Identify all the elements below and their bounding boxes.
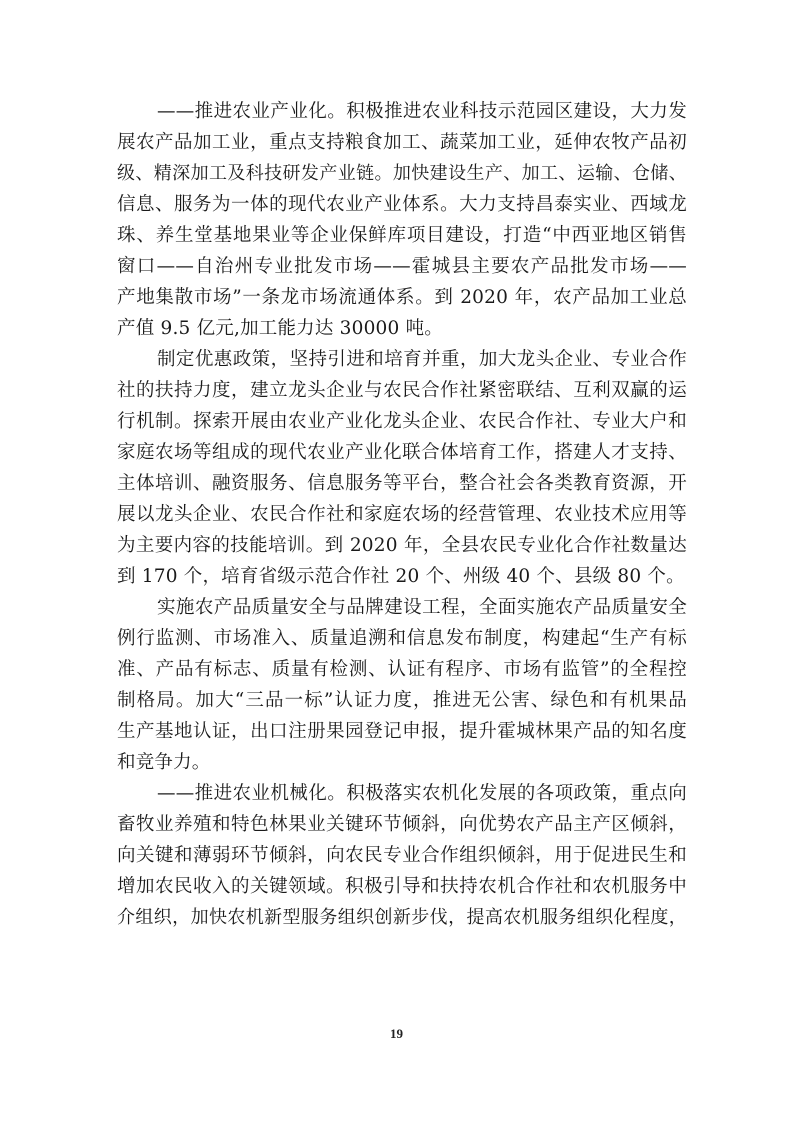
paragraph-agri-mechanization	[117, 778, 687, 933]
text-line: 级、精深加工及科技研发产业链。加快建设生产、加工、运输、仓储、	[117, 163, 687, 184]
text-line: ——推进农业机械化。积极落实农机化发展的各项政策，重点向	[157, 783, 687, 804]
text-line: 产值 9.5 亿元,加工能力达 30000 吨。	[117, 318, 443, 339]
text-line: 介组织，加快农机新型服务组织创新步伐，提高农机服务组织化程度，	[117, 907, 687, 928]
text-line: 展以龙头企业、农民合作社和家庭农场的经营管理、农业技术应用等	[117, 504, 687, 525]
text-line: 产地集散市场”一条龙市场流通体系。到 2020 年，农产品加工业总	[117, 287, 687, 308]
text-line: 实施农产品质量安全与品牌建设工程，全面实施农产品质量安全	[157, 597, 687, 618]
paragraph-quality-safety	[117, 592, 687, 778]
text-line: 主体培训、融资服务、信息服务等平台，整合社会各类教育资源，开	[117, 473, 687, 494]
body-text	[117, 96, 687, 933]
text-line: 为主要内容的技能培训。到 2020 年，全县农民专业化合作社数量达	[117, 535, 687, 556]
paragraph-preferential-policy	[117, 344, 687, 592]
text-line: 到 170 个，培育省级示范合作社 20 个、州级 40 个、县级 80 个。	[117, 566, 685, 587]
text-line: 增加农民收入的关键领域。积极引导和扶持农机合作社和农机服务中	[117, 876, 687, 897]
text-line: 例行监测、市场准入、质量追溯和信息发布制度，构建起“生产有标	[117, 628, 687, 649]
text-line: 和竞争力。	[117, 752, 211, 773]
text-line: 窗口——自治州专业批发市场——霍城县主要农产品批发市场——	[117, 256, 687, 277]
text-line: 向关键和薄弱环节倾斜，向农民专业合作组织倾斜，用于促进民生和	[117, 845, 687, 866]
text-line: 制定优惠政策，坚持引进和培育并重，加大龙头企业、专业合作	[157, 349, 687, 370]
text-line: 行机制。探索开展由农业产业化龙头企业、农民合作社、专业大户和	[117, 411, 687, 432]
text-line: 珠、养生堂基地果业等企业保鲜库项目建设，打造“中西亚地区销售	[117, 225, 687, 246]
text-line: 制格局。加大“三品一标”认证力度，推进无公害、绿色和有机果品	[117, 690, 687, 711]
text-line: 信息、服务为一体的现代农业产业体系。大力支持昌泰实业、西域龙	[117, 194, 687, 215]
text-line: 家庭农场等组成的现代农业产业化联合体培育工作，搭建人才支持、	[117, 442, 687, 463]
text-line: 畜牧业养殖和特色林果业关键环节倾斜，向优势农产品主产区倾斜，	[117, 814, 687, 835]
paragraph-agri-industrialization	[117, 96, 687, 344]
page-number: 19	[390, 1026, 403, 1041]
text-line: 社的扶持力度，建立龙头企业与农民合作社紧密联结、互利双赢的运	[117, 380, 687, 401]
text-line: 展农产品加工业，重点支持粮食加工、蔬菜加工业，延伸农牧产品初	[117, 132, 687, 153]
text-line: 准、产品有标志、质量有检测、认证有程序、市场有监管”的全程控	[117, 659, 687, 680]
text-line: ——推进农业产业化。积极推进农业科技示范园区建设，大力发	[157, 101, 687, 122]
text-line: 生产基地认证，出口注册果园登记申报，提升霍城林果产品的知名度	[117, 721, 687, 742]
